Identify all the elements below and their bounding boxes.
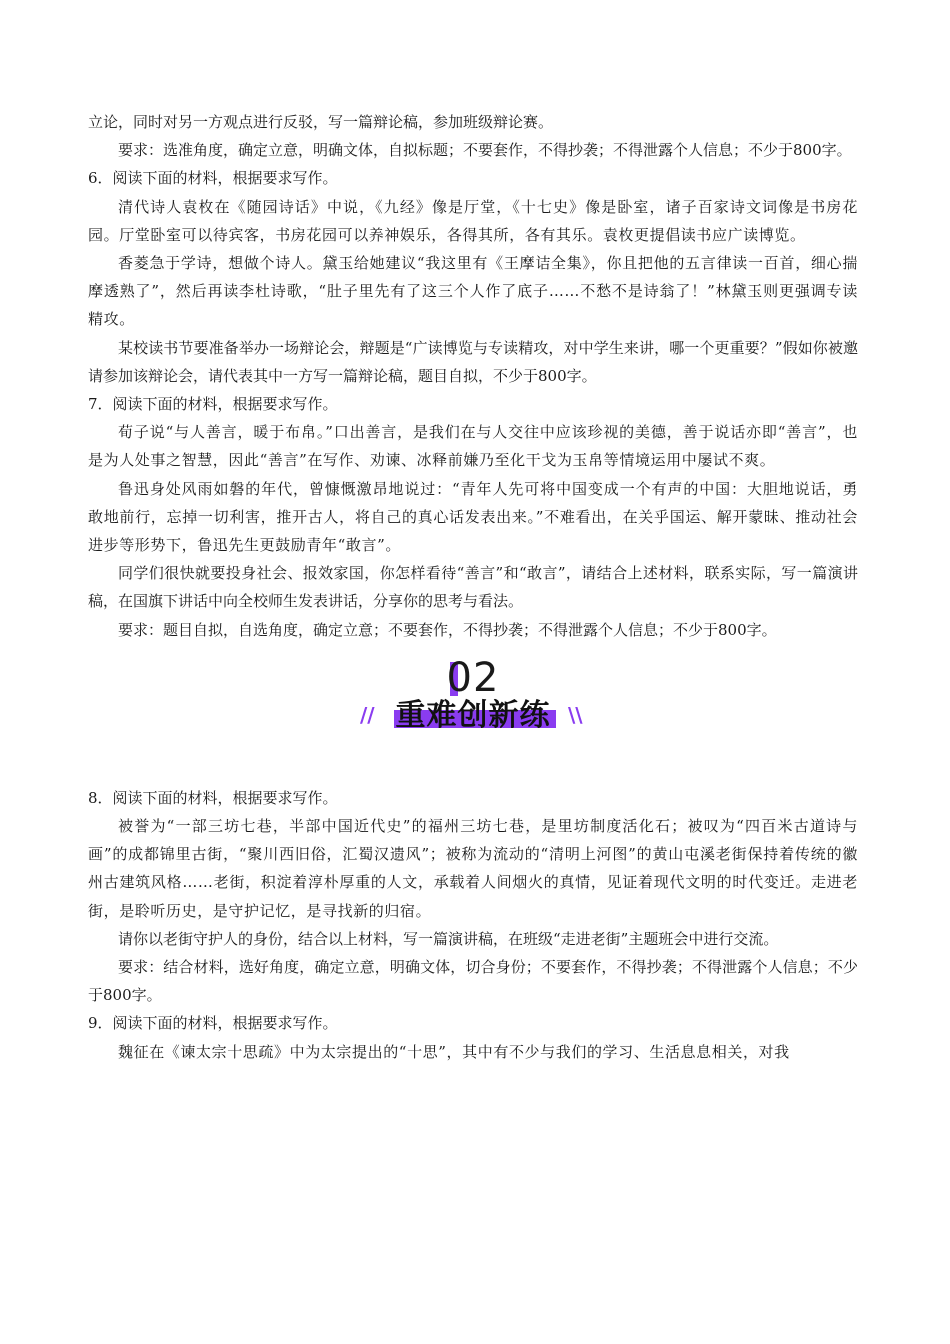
question-6-task: 某校读书节要准备举办一场辩论会，辩题是“广读博览与专读精攻，对中学生来讲，哪一个更重要？”假如你被邀请参加该辩论会，请代表其中一方写一篇辩论稿，题目自拟，不少于800字。 (88, 338, 858, 385)
question-6-material-2: 香菱急于学诗，想做个诗人。黛玉给她建议“我这里有《王摩诘全集》，你且把他的五言律读一百首，细心揣摩透熟了”，然后再读李杜诗歌，“肚子里先有了这三个人作了底子……不愁不是诗翁了！”林黛玉则更强调专读精攻。 (88, 254, 858, 329)
question-7-material-2: 鲁迅身处风雨如磐的年代，曾慷慨激昂地说过：“青年人先可将中国变成一个有声的中国：大胆地说话，勇敢地前行，忘掉一切利害，推开古人，将自己的真心话发表出来。”不难看出，在关乎国运、解开蒙昧、推动社会进步等形势下，鲁迅先生更鼓励青年“敢言”。 (88, 479, 858, 555)
section-number: 02 (446, 654, 500, 701)
document-page (88, 108, 858, 1066)
question-7-material-1: 荀子说“与人善言，暖于布帛。”口出善言，是我们在与人交往中应该珍视的美德，善于说话亦即“善言”，也是为人处事之智慧，因此“善言”在写作、劝谏、冰释前嫌乃至化干戈为玉帛等情境运用中屡试不爽。 (88, 423, 858, 470)
question-9-title: 9．阅读下面的材料，根据要求写作。 (88, 1014, 338, 1033)
paragraph-continuation: 立论，同时对另一方观点进行反驳，写一篇辩论稿，参加班级辩论赛。 (88, 113, 554, 131)
section-title: 重难创新练 (395, 697, 551, 733)
question-7-task: 同学们很快就要投身社会、报效家国，你怎样看待“善言”和“敢言”，请结合上述材料，联系实际，写一篇演讲稿，在国旗下讲话中向全校师生发表讲话，分享你的思考与看法。 (88, 564, 858, 611)
slash-decoration-left: // (360, 702, 375, 727)
question-8-requirements: 要求：结合材料，选好角度，确定立意，明确文体，切合身份；不要套作，不得抄袭；不得泄露个人信息；不少于800字。 (88, 958, 858, 1005)
question-8-material: 被誉为“一部三坊七巷，半部中国近代史”的福州三坊七巷，是里坊制度活化石；被叹为“四百米古道诗与画”的成都锦里古街，“聚川西旧俗，汇蜀汉遗风”；被称为流动的“清明上河图”的黄山屯溪老街保持着传统的徽州古建筑风格……老街，积淀着淳朴厚重的人文，承载着人间烟火的真情，见证着现代文明的时代变迁。走进老街，是聆听历史，是守护记忆，是寻找新的归宿。 (88, 817, 858, 920)
question-7-title: 7．阅读下面的材料，根据要求写作。 (88, 395, 338, 414)
question-8-title: 8．阅读下面的材料，根据要求写作。 (88, 788, 338, 807)
section-heading (88, 652, 858, 778)
slash-decoration-right: \\ (568, 702, 583, 727)
question-9-material: 魏征在《谏太宗十思疏》中为太宗提出的“十思”，其中有不少与我们的学习、生活息息相关，对我 (118, 1042, 790, 1061)
question-6-title: 6．阅读下面的材料，根据要求写作。 (88, 169, 338, 188)
requirements-paragraph: 要求：选准角度，确定立意，明确文体，自拟标题；不要套作，不得抄袭；不得泄露个人信息；不少于800字。 (118, 141, 852, 160)
question-8-task: 请你以老街守护人的身份，结合以上材料，写一篇演讲稿，在班级“走进老街”主题班会中进行交流。 (118, 929, 779, 948)
question-6-material-1: 清代诗人袁枚在《随园诗话》中说，《九经》像是厅堂，《十七史》像是卧室，诸子百家诗文词像是书房花园。厅堂卧室可以待宾客，书房花园可以养神娱乐，各得其所，各有其乐。袁枚更提倡读书应广读博览。 (88, 197, 858, 244)
question-7-requirements: 要求：题目自拟，自选角度，确定立意；不要套作，不得抄袭；不得泄露个人信息；不少于800字。 (118, 620, 777, 639)
